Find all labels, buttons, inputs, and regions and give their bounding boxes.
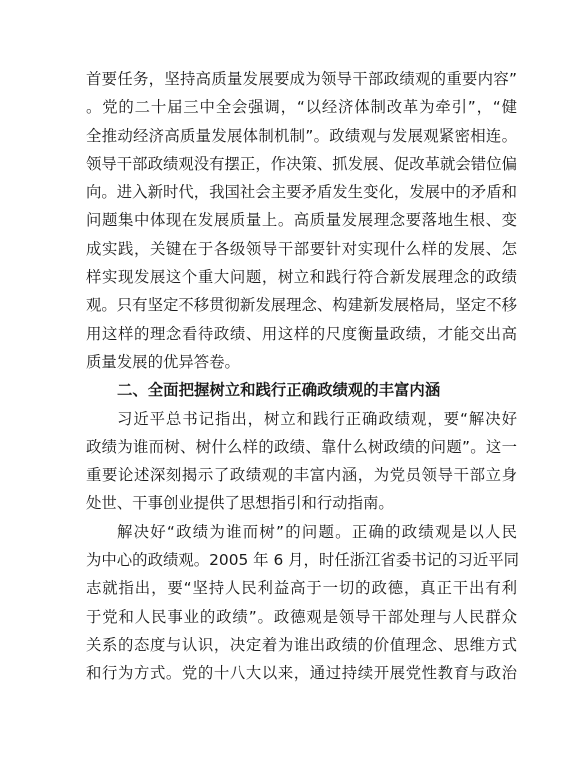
text-line: 志就指出，要“坚持人民利益高于一切的政德，真正干出有利 (86, 579, 517, 598)
text-line: 政绩为谁而树、树什么样的政绩、靠什么树政绩的问题”。这一 (86, 437, 517, 456)
text-line: 为中心的政绩观。2005 年 6 月，时任浙江省委书记的习近平同 (86, 551, 520, 570)
text-line: 解决好“政绩为谁而树”的问题。正确的政绩观是以人民 (117, 522, 517, 541)
paragraph-3 (86, 518, 520, 688)
text-line: 习近平总书记指出，树立和践行正确政绩观，要“解决好 (117, 409, 517, 428)
section-heading (86, 376, 517, 404)
text-line: 观。只有坚定不移贯彻新发展理念、构建新发展格局，坚定不移 (86, 296, 517, 315)
text-line: 重要论述深刻揭示了政绩观的丰富内涵，为党员领导干部立身 (86, 466, 517, 485)
text-line: 首要任务，坚持高质量发展要成为领导干部政绩观的重要内容” (86, 70, 517, 88)
text-line: 全推动经济高质量发展体制机制”。政绩观与发展观紧密相连。 (86, 126, 517, 145)
text-line: 样实现发展这个重大问题，树立和践行符合新发展理念的政绩 (86, 268, 517, 287)
text-line: 成实践，关键在于各级领导干部要针对实现什么样的发展、怎 (86, 239, 517, 258)
section-heading-text: 二、全面把握树立和践行正确政绩观的丰富内涵 (117, 381, 441, 400)
text-line: 和行为方式。党的十八大以来，通过持续开展党性教育与政治 (86, 664, 517, 683)
text-line: 处世、干事创业提供了思想指引和行动指南。 (86, 494, 394, 513)
paragraph-2 (86, 405, 517, 518)
text-line: 用这样的理念看待政绩、用这样的尺度衡量政绩，才能交出高 (86, 324, 517, 343)
paragraph-1 (86, 65, 517, 376)
text-line: 问题集中体现在发展质量上。高质量发展理念要落地生根、变 (86, 211, 517, 230)
text-line: 。党的二十届三中全会强调，“以经济体制改革为牵引”，“健 (86, 98, 517, 117)
text-line: 向。进入新时代，我国社会主要矛盾发生变化，发展中的矛盾和 (86, 183, 517, 202)
text-line: 领导干部政绩观没有摆正，作决策、抓发展、促改革就会错位偏 (86, 154, 517, 173)
text-line: 质量发展的优异答卷。 (86, 352, 240, 371)
document-page (86, 65, 520, 688)
text-line: 关系的态度与认识，决定着为谁出政绩的价值理念、思维方式 (86, 635, 517, 654)
text-line: 于党和人民事业的政绩”。政德观是领导干部处理与人民群众 (86, 607, 517, 626)
